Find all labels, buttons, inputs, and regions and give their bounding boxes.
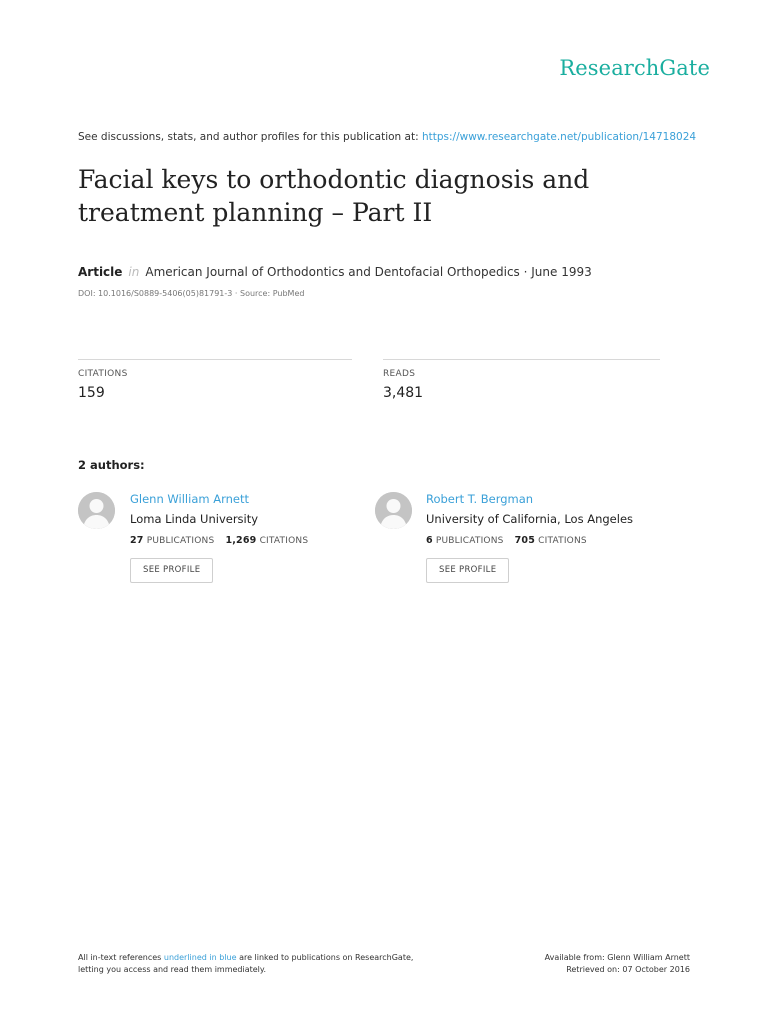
article-title: Facial keys to orthodontic diagnosis and treatment planning – Part II bbox=[78, 165, 590, 227]
retrieved-on: Retrieved on: 07 October 2016 bbox=[566, 965, 690, 974]
reads-label: READS bbox=[383, 369, 416, 379]
citations-divider bbox=[78, 359, 352, 360]
citations-label: CITATIONS bbox=[538, 536, 587, 546]
footer-note bbox=[78, 952, 413, 976]
reads-value: 3,481 bbox=[383, 385, 424, 401]
researchgate-logo[interactable]: ResearchGate bbox=[559, 56, 710, 80]
discussion-line bbox=[78, 131, 696, 143]
author-stats bbox=[426, 535, 587, 546]
reads-divider bbox=[383, 359, 660, 360]
author-stats bbox=[130, 535, 308, 546]
see-profile-button[interactable]: SEE PROFILE bbox=[426, 558, 509, 583]
article-meta bbox=[78, 265, 592, 279]
publications-count: 6 bbox=[426, 535, 433, 546]
journal-date[interactable]: American Journal of Orthodontics and Dentofacial Orthopedics · June 1993 bbox=[145, 265, 592, 279]
article-type: Article bbox=[78, 265, 123, 279]
authors-heading: 2 authors: bbox=[78, 458, 145, 472]
author-name-link[interactable]: Glenn William Arnett bbox=[130, 492, 249, 506]
author-institution[interactable]: Loma Linda University bbox=[130, 512, 259, 526]
author-avatar-icon[interactable] bbox=[375, 492, 412, 529]
footer-availability bbox=[545, 952, 690, 976]
author-avatar-icon[interactable] bbox=[78, 492, 115, 529]
publications-label: PUBLICATIONS bbox=[146, 536, 215, 546]
citations-value: 159 bbox=[78, 385, 105, 401]
doi-source: DOI: 10.1016/S0889-5406(05)81791-3 · Source: PubMed bbox=[78, 289, 305, 298]
publications-label: PUBLICATIONS bbox=[435, 536, 504, 546]
citations-label: CITATIONS bbox=[259, 536, 309, 546]
footer-note-line1: All in-text references underlined in blue are linked to publications on ResearchGate, bbox=[78, 953, 414, 962]
discussion-text: See discussions, stats, and author profiles for this publication at: bbox=[78, 131, 419, 143]
see-profile-button[interactable]: SEE PROFILE bbox=[130, 558, 213, 583]
publication-url-link[interactable]: https://www.researchgate.net/publication/14718024 bbox=[421, 131, 697, 143]
citations-count: 705 bbox=[514, 535, 536, 546]
citations-count: 1,269 bbox=[225, 535, 257, 546]
in-label: in bbox=[128, 265, 140, 279]
author-name-link[interactable]: Robert T. Bergman bbox=[426, 492, 534, 506]
available-from: Available from: Glenn William Arnett bbox=[544, 953, 690, 962]
publications-count: 27 bbox=[130, 535, 144, 546]
citations-label: CITATIONS bbox=[78, 369, 128, 379]
underlined-in-blue-text: underlined in blue bbox=[163, 953, 237, 962]
author-institution[interactable]: University of California, Los Angeles bbox=[426, 512, 634, 526]
footer-note-line2: letting you access and read them immediately. bbox=[78, 965, 267, 974]
